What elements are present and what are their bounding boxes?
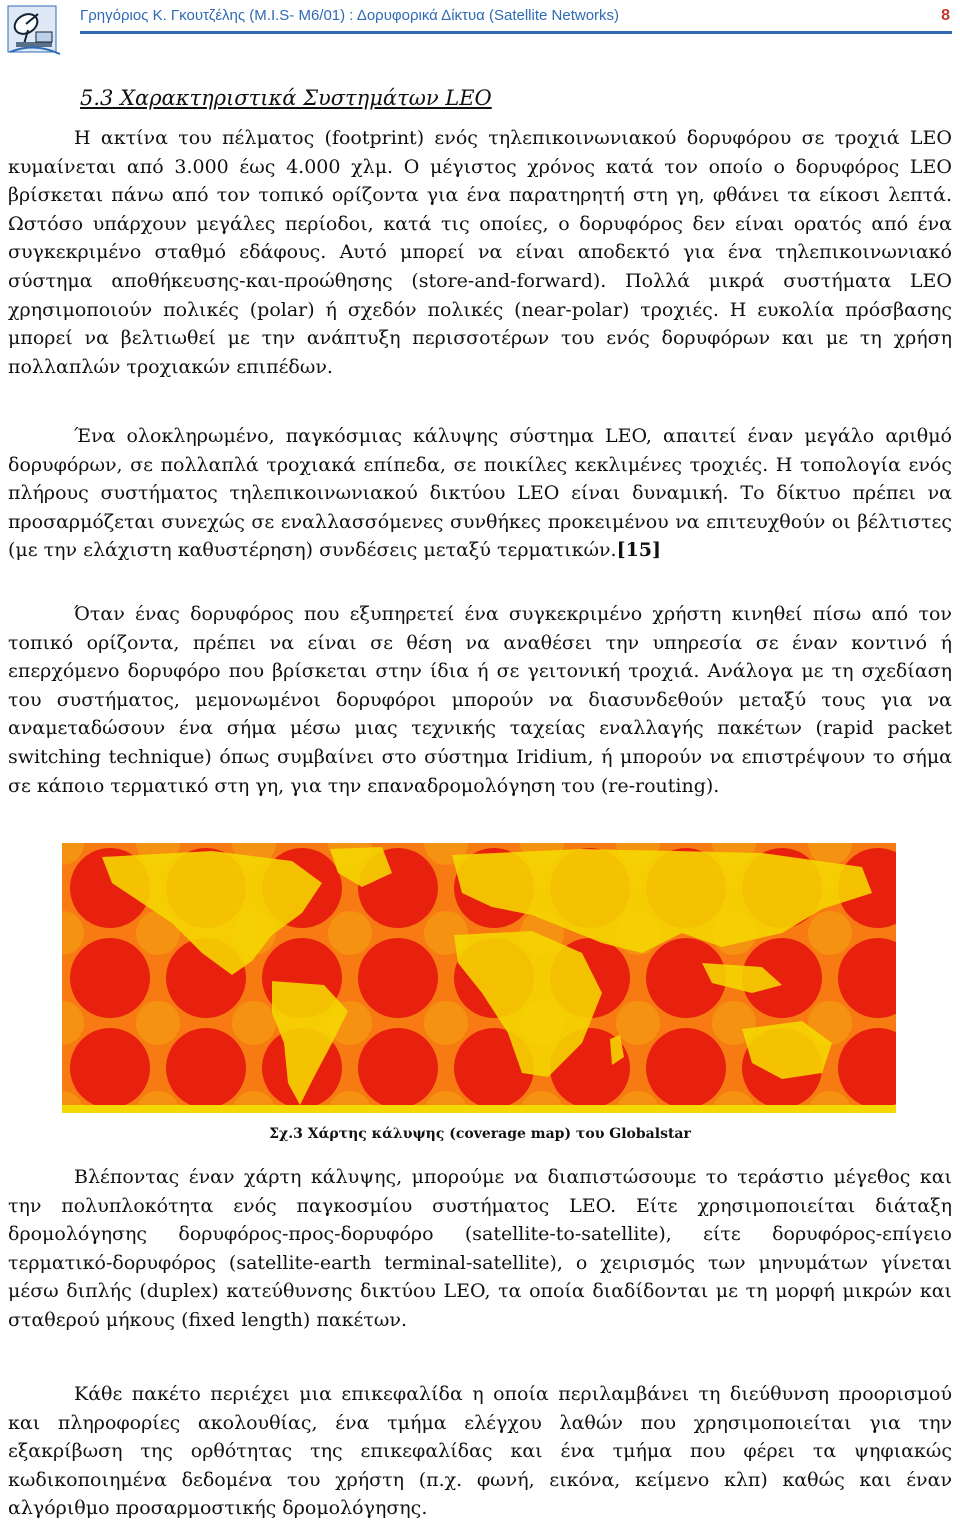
header-divider: [80, 31, 952, 34]
figure-caption: Σχ.3 Χάρτης κάλυψης (coverage map) του Globalstar: [269, 1126, 691, 1142]
running-title: Γρηγόριος Κ. Γκουτζέλης (Μ.Ι.S- Μ6/01) : Δορυφορικά Δίκτυα (Satellite Networks): [80, 7, 620, 24]
paragraph-footprint: [8, 124, 952, 381]
citation: [15]: [616, 539, 662, 562]
paragraph-text: Όταν ένας δορυφόρος που εξυπηρετεί ένα συγκεκριμένο χρήστη κινηθεί πίσω από τον τοπικό ορίζοντα, πρέπει να είναι σε θέση να αναθέσει την υπηρεσία σε έναν κοντινό ή επερχόμενο δορυφόρο που βρίσκεται στην ίδια ή σε γειτονική τροχιά. Ανάλογα με τη σχεδίαση του συστήματος, μεμονωμένοι δορυφόροι μπορούν να διασυνδεθούν μεταξύ τους για να αναμεταδώσουν ένα σήμα μέσω μιας τεχνικής ταχείας εναλλαγής πακέτων (rapid packet switching technique) όπως συμβαίνει στο σύστημα Iridium, ή μπορούν να επιστρέψουν το σήμα σε κάποιο τερματικό στη γη, για την επαναδρομολόγηση του (re-routing).: [8, 603, 952, 797]
paragraph-text: Κάθε πακέτο περιέχει μια επικεφαλίδα η οποία περιλαμβάνει τη διεύθυνση προορισμού και πληροφορίες ακολουθίας, ένα τμήμα ελέγχου λαθών που χρησιμοποιείται για την εξακρίβωση της ορθότητας της επικεφαλίδας και ένα τμήμα που φέρει τα ψηφιακώς κωδικοποιημένα δεδομένα του χρήστη (π.χ. φωνή, εικόνα, κείμενο κλπ) καθώς και έναν αλγόριθμο προσαρμοστικής δρομολόγησης.: [8, 1383, 952, 1520]
page-header: [0, 0, 960, 44]
paragraph-coverage-map: [8, 1163, 952, 1335]
paragraph-text: Ένα ολοκληρωμένο, παγκόσμιας κάλυψης σύστημα LEO, απαιτεί έναν μεγάλο αριθμό δορυφόρων, σε πολλαπλά τροχιακά επίπεδα, σε ποικίλες κεκλιμένες τροχιές. Η τοπολογία ενός πλήρους συστήματος τηλεπικοινωνιακού δικτύου LEO είναι δυναμική. Το δίκτυο πρέπει να προσαρμόζεται συνεχώς σε εναλλασσόμενες συνθήκες προκειμένου να επιτευχθούν οι βέλτιστες (με την ελάχιστη καθυστέρηση) συνδέσεις μεταξύ τερματικών.: [8, 425, 952, 562]
paragraph-global-coverage: [8, 422, 952, 565]
page-number: 8: [941, 7, 950, 24]
antarctica-band: [62, 1105, 896, 1113]
satellite-dish-logo-icon: [6, 2, 62, 60]
paragraph-packet: [8, 1380, 952, 1523]
paragraph-handover: [8, 600, 952, 800]
globalstar-coverage-map: [62, 843, 896, 1113]
paragraph-text: Η ακτίνα του πέλματος (footprint) ενός τηλεπικοινωνιακού δορυφόρου σε τροχιά LEO κυμαίνεται από 3.000 έως 4.000 χλμ. Ο μέγιστος χρόνος κατά τον οποίο ο δορυφόρος LEO βρίσκεται πάνω από τον τοπικό ορίζοντα για ένα παρατηρητή στη γη, φθάνει τα είκοσι λεπτά. Ωστόσο υπάρχουν μεγάλες περίοδοι, κατά τις οποίες, ο δορυφόρος δεν είναι ορατός από ένα συγκεκριμένο σταθμό εδάφους. Αυτό μπορεί να είναι αποδεκτό για ένα τηλεπικοινωνιακό σύστημα αποθήκευσης-και-προώθησης (store-and-forward). Πολλά μικρά συστήματα LEO χρησιμοποιούν πολικές (polar) ή σχεδόν πολικές (near-polar) τροχιές. Η ευκολία πρόσβασης μπορεί να βελτιωθεί με την ανάπτυξη περισσοτέρων του ενός δορυφόρων και με τη χρήση πολλαπλών τροχιακών επιπέδων.: [8, 127, 952, 378]
section-title: 5.3 Χαρακτηριστικά Συστημάτων LEO: [80, 86, 492, 110]
paragraph-text: Βλέποντας έναν χάρτη κάλυψης, μπορούμε να διαπιστώσουμε το τεράστιο μέγεθος και την πολυπλοκότητα ενός παγκοσμίου συστήματος LEO. Είτε χρησιμοποιείται διάταξη δρομολόγησης δορυφόρος-προς-δορυφόρο (satellite-to-satellite), είτε δορυφόρος-επίγειο τερματικό-δορυφόρος (satellite-earth terminal-satellite), ο χειρισμός των μηνυμάτων γίνεται μέσω διπλής (duplex) κατεύθυνσης δικτύου LEO, τα οποία διαδίδονται με τη μορφή μικρών και σταθερού μήκους (fixed length) πακέτων.: [8, 1166, 952, 1331]
